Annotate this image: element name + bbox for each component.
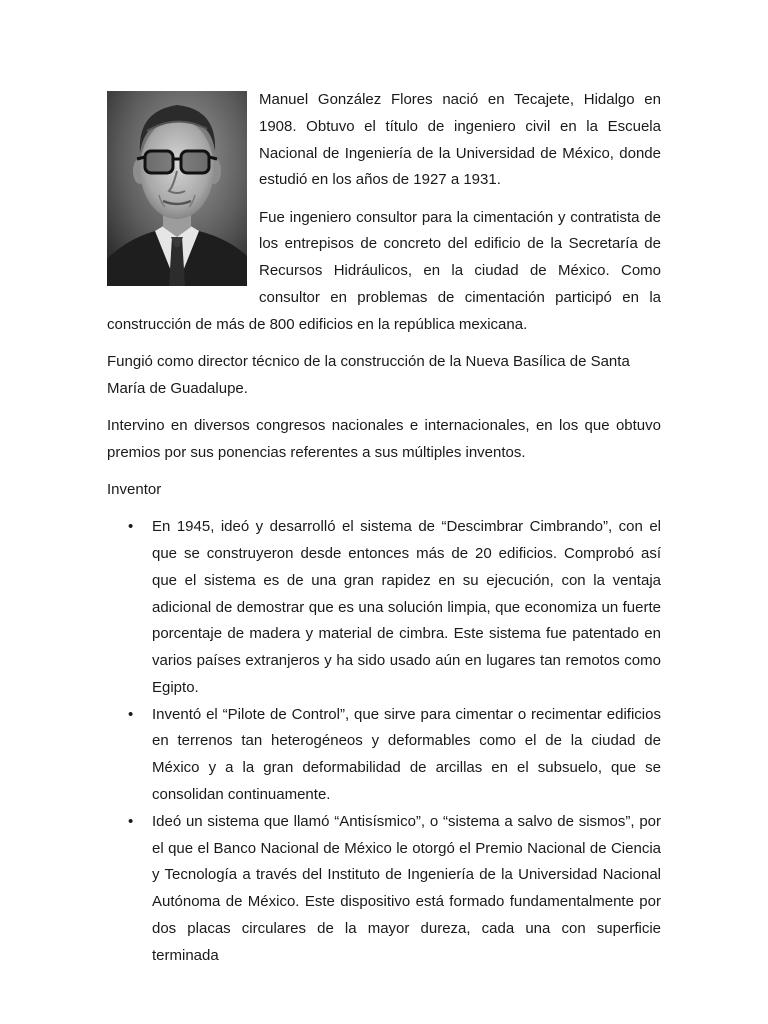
list-item-text: En 1945, ideó y desarrolló el sistema de “Descimbrar Cimbrando”, con el que se construyeron desde entonces más de 20 edificios. Comprobó así que el sistema es de una gran rapidez en su ejecución, con la ventaja adicional de demostrar que es una solución limpia, que economiza un fuerte porcentaje de madera y material de cimbra. Este sistema fue patentado en varios países extranjeros y ha sido usado aún en lugares tan remotos como Egipto.: [152, 518, 661, 696]
document-page: [107, 87, 661, 970]
list-item: [107, 514, 661, 702]
bullet-icon: •: [128, 518, 134, 536]
list-item-text: Inventó el “Pilote de Control”, que sirve para cimentar o recimentar edificios en terrenos tan heterogéneos y deformables como el de la ciudad de México y a la gran deformabilidad de arcillas en el subsuelo, que se consolidan continuamente.: [152, 705, 661, 804]
section-heading-inventor: Inventor: [107, 480, 162, 498]
list-item-text: Ideó un sistema que llamó “Antisísmico”, o “sistema a salvo de sismos”, por el que el Banco Nacional de México le otorgó el Premio Nacional de Ciencia y Tecnología a través del Instituto de Ingeniería de la Universidad Nacional Autónoma de México. Este dispositivo está formado fundamentalmente por dos placas circulares de la mayor dureza, cada una con superficie terminada: [152, 812, 661, 964]
list-item: [107, 809, 661, 970]
bio-paragraph-3: Fungió como director técnico de la construcción de la Nueva Basílica de Santa María de Guadalupe.: [107, 352, 630, 397]
list-item: [107, 702, 661, 809]
bullet-icon: •: [128, 705, 134, 723]
bullet-icon: •: [128, 812, 134, 830]
inventions-list: [107, 514, 661, 970]
bio-paragraph-2: Fue ingeniero consultor para la cimentación y contratista de los entrepisos de concreto del edificio de la Secretaría de Recursos Hidráulicos, en la ciudad de México. Como consultor en problemas de cimentación participó en la construcción de más de 800 edificios en la república mexicana.: [107, 208, 661, 333]
bio-paragraph-1: Manuel González Flores nació en Tecajete, Hidalgo en 1908. Obtuvo el título de ingeniero civil en la Escuela Nacional de Ingeniería de la Universidad de México, donde estudió en los años de 1927 a 1931.: [259, 91, 661, 189]
portrait-photo: [107, 91, 247, 286]
bio-paragraph-4: Intervino en diversos congresos nacionales e internacionales, en los que obtuvo premios por sus ponencias referentes a sus múltiples inventos.: [107, 416, 661, 461]
